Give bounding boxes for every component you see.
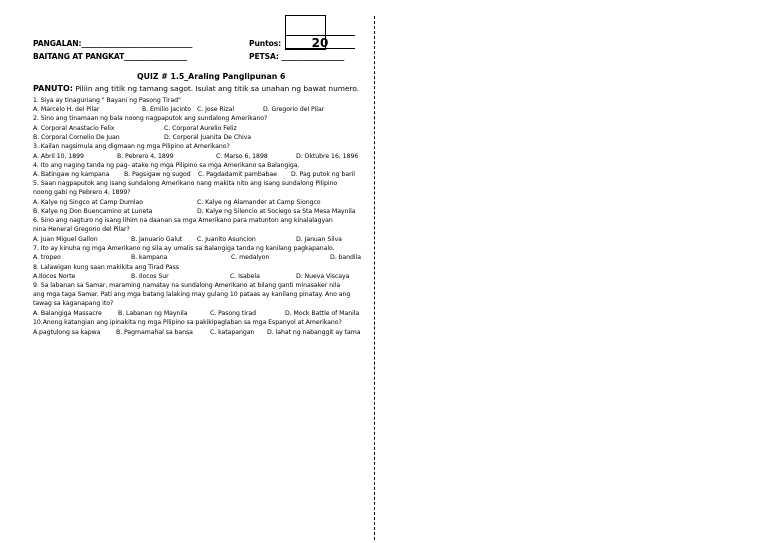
option: B. Labanan ng Maynila [118,310,188,317]
question-9-cont-2: tawag sa kaganapang ito? [33,300,114,307]
name-field: PANGALAN:______________________________ [33,39,193,48]
option: C. Juanito Asuncion [197,236,256,243]
option: D. Gregorio del Pilar [263,106,325,113]
date-field: PETSA: _________________ [249,52,345,61]
instructions-text: Piliin ang titik ng tamang sagot. Isulat ang titik sa unahan ng bawat numero. [72,84,360,93]
option: C. Pasong tirad [210,310,256,317]
option: B. kampana [131,254,168,261]
question-6-cont: nina Heneral Gregorio del Pilar? [33,226,130,233]
option: A. Marcelo H. del Pilar [33,106,100,113]
option: A.Ilocos Norte [33,273,76,280]
option: A. Abril 10, 1899 [33,153,84,160]
option: D. Kalye ng Silencio at Sociego sa Sta Mesa Maynila [197,208,356,215]
score-value: 20 [285,35,355,49]
option: B. Pagsigaw ng sugod [124,171,191,178]
option: C. Jose Rizal [197,106,234,113]
option: B. Ilocos Sur [131,273,169,280]
option: C. Isabela [230,273,260,280]
instructions-label: PANUTO: [33,84,73,93]
option: A. Corporal Anastacio Felix [33,125,115,132]
option: B. Pebrero 4, 1899 [117,153,174,160]
grade-section-field: BAITANG AT PANGKAT_________________ [33,52,188,61]
cut-line [374,16,375,540]
question-1: 1. Siya ay tinaguriang " Bayani ng Pasong Tirad" [33,97,181,104]
score-label: Puntos: [249,39,282,48]
question-4: 4. Ito ang naging tanda ng pag- atake ng mga Pilipino sa mga Amerikano sa Balangiga. [33,162,300,169]
question-6: 6. Sino ang nagturo ng isang lihim na daanan sa mga Amerikano para matunton ang kinalalagyan [33,217,333,224]
option: D. Mock Battle of Manila [285,310,360,317]
question-9: 9. Sa labanan sa Samar, maraming namatay na sundalong Amerikano at bilang ganti minasaker nila [33,282,341,289]
option: A.pagtulong sa kapwa [33,329,101,336]
option: C. medalyon [231,254,270,261]
option: B. Corporal Cornelio De Juan [33,134,120,141]
option: B. Kalye ng Don Buencamino at Luneta [33,208,153,215]
option: C. katapangan [210,329,255,336]
option: D. bandila [330,254,361,261]
question-3: 3. Kailan nagsimula ang digmaan ng mga Pilipino at Amerikano? [33,143,230,150]
question-7: 7. Ito ay kinuha ng mga Amerikano ng sila ay umalis sa Balangiga tanda ng kanilang pagkapanalo. [33,245,335,252]
option: A. Kalye ng Singco at Camp Dumlao [33,199,143,206]
option: C. Kalye ng Alamander at Camp Siongco [197,199,321,206]
option: C. Corporal Aurelio Feliz [164,125,237,132]
option: B. Januario Galut [131,236,183,243]
question-9-cont: ang mga taga Samar. Pati ang mga batang lalaking may gulang 10 pataas ay kanilang pinatay. Ano ang [33,291,351,298]
option: C. Marso 6, 1898 [216,153,268,160]
instructions [33,84,359,93]
question-8: 8. Lalawigan kung saan makikita ang Tirad Pass [33,264,179,271]
option: A. Juan Miguel Gallon [33,236,98,243]
question-2: 2. Sino ang tinamaan ng bala noong nagpaputok ang sundalong Amerikano? [33,115,268,122]
quiz-title: QUIZ # 1.5_Araling Panglipunan 6 [137,72,286,81]
option: D. Pag putok ng baril [291,171,355,178]
option: B. Emilio Jacinto [142,106,192,113]
option: D. Januan Silva [296,236,342,243]
option: D. Oktubre 16, 1896 [296,153,359,160]
question-5-cont: noong gabi ng Pebrero 4, 1899? [33,189,131,196]
option: A. tropeo [33,254,61,261]
option: D. Corporal Juanita De Chiva [164,134,251,141]
option: C. Pagdadamit pambabae [198,171,277,178]
question-10: 10.Anong katangian ang ipinakita ng mga Pilipino sa pakikipaglaban sa mga Espanyol at Amerikano? [33,319,342,326]
option: D. lahat ng nabanggit ay tama [267,329,361,336]
option: A. Balangiga Massacre [33,310,102,317]
question-5: 5. Saan nagpaputok ang isang sundalong Amerikano nang makita nito ang isang sundalong Pilipino [33,180,338,187]
option: A. Batingaw ng kampana [33,171,110,178]
option: D. Nueva Viscaya [296,273,350,280]
option: B. Pagmamahal sa bansa [116,329,193,336]
